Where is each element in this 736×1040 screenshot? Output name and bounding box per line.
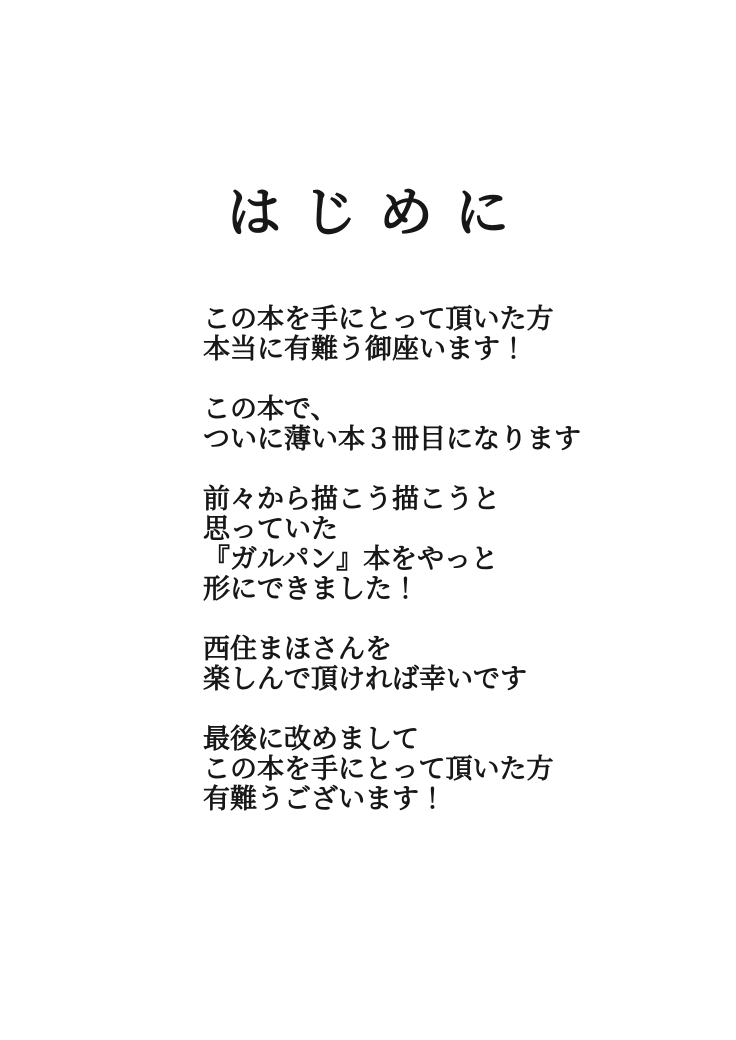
text-line: ついに薄い本３冊目になります bbox=[203, 424, 581, 454]
text-line: 前々から描こう描こうと bbox=[203, 484, 500, 514]
paragraph bbox=[203, 724, 683, 814]
text-line: 思っていた bbox=[203, 514, 338, 544]
text-line: この本を手にとって頂いた方 bbox=[203, 754, 554, 784]
text-line: 形にできました！ bbox=[203, 574, 419, 604]
paragraph bbox=[203, 304, 683, 364]
text-line: 有難うございます！ bbox=[203, 784, 446, 814]
text-line: 楽しんで頂ければ幸いです bbox=[203, 664, 527, 694]
text-line: 本当に有難う御座います！ bbox=[203, 334, 527, 364]
paragraph bbox=[203, 394, 683, 454]
text-line: 『ガルパン』本をやっと bbox=[203, 544, 499, 574]
paragraph bbox=[203, 634, 683, 694]
paragraph bbox=[203, 484, 683, 604]
text-line: 最後に改めまして bbox=[203, 724, 419, 754]
text-line: この本を手にとって頂いた方 bbox=[203, 304, 554, 334]
page-title: はじめに bbox=[227, 183, 531, 243]
text-line: この本で、 bbox=[203, 394, 338, 424]
text-line: 西住まほさんを bbox=[203, 634, 392, 664]
body-paragraphs bbox=[203, 304, 683, 814]
